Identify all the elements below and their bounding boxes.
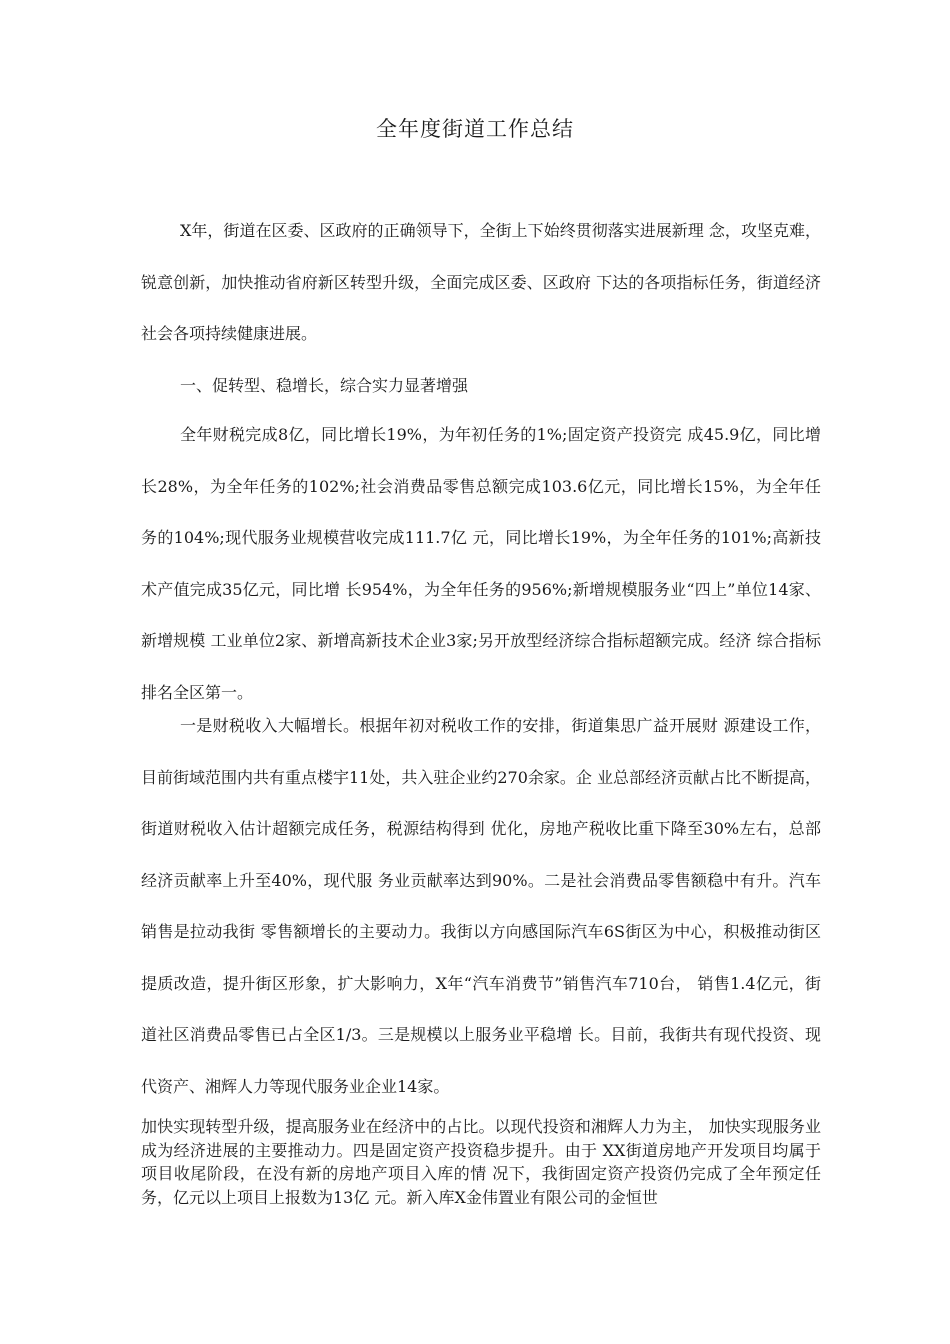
paragraph-stats: 全年财税完成8亿，同比增长19%，为年初任务的1%;固定资产投资完 成45.9亿，同比增长28%，为全年任务的102%;社会消费品零售总额完成103.6亿元，同比增长15%，为全年任务的104%;现代服务业规模营收完成111.7亿 元，同比增长19%，为全年任务的101%;高新技术产值完成35亿元，同比增 长954%，为全年任务的956%;新增规模服务业“四上”单位14家、新增规模 工业单位2家、新增高新技术企业3家;另开放型经济综合指标超额完成。经济 综合指标排名全区第一。 — [141, 425, 821, 702]
section-heading-1: 一、促转型、稳增长，综合实力显著增强 — [180, 376, 469, 395]
document-title: 全年度街道工作总结 — [376, 117, 574, 141]
paragraph-tail: 加快实现转型升级，提高服务业在经济中的占比。以现代投资和湘辉人力为主， 加快实现服务业成为经济进展的主要推动力。四是固定资产投资稳步提升。由于 XX街道房地产开发项目均属于项目收尾阶段，在没有新的房地产项目入库的情 况下，我街固定资产投资仍完成了全年预定任务，亿元以上项目上报数为13亿 元。新入库X金伟置业有限公司的金恒世 — [141, 1117, 821, 1207]
paragraph-intro: X年，街道在区委、区政府的正确领导下，全街上下始终贯彻落实进展新理 念，攻坚克难，锐意创新，加快推动省府新区转型升级，全面完成区委、区政府 下达的各项指标任务，街道经济社会各项持续健康进展。 — [141, 221, 821, 343]
paragraph-detail: 一是财税收入大幅增长。根据年初对税收工作的安排，街道集思广益开展财 源建设工作，目前街域范围内共有重点楼宇11处，共入驻企业约270余家。企 业总部经济贡献占比不断提高，街道财税收入估计超额完成任务，税源结构得到 优化，房地产税收比重下降至30%左右，总部经济贡献率上升至40%，现代服 务业贡献率达到90%。二是社会消费品零售额稳中有升。汽车销售是拉动我街 零售额增长的主要动力。我街以方向感国际汽车6S街区为中心，积极推动街区 提质改造，提升街区形象，扩大影响力，X年“汽车消费节”销售汽车710台， 销售1.4亿元，街道社区消费品零售已占全区1/3。三是规模以上服务业平稳增 长。目前，我街共有现代投资、现代资产、湘辉人力等现代服务业企业14家。 — [141, 716, 821, 1096]
